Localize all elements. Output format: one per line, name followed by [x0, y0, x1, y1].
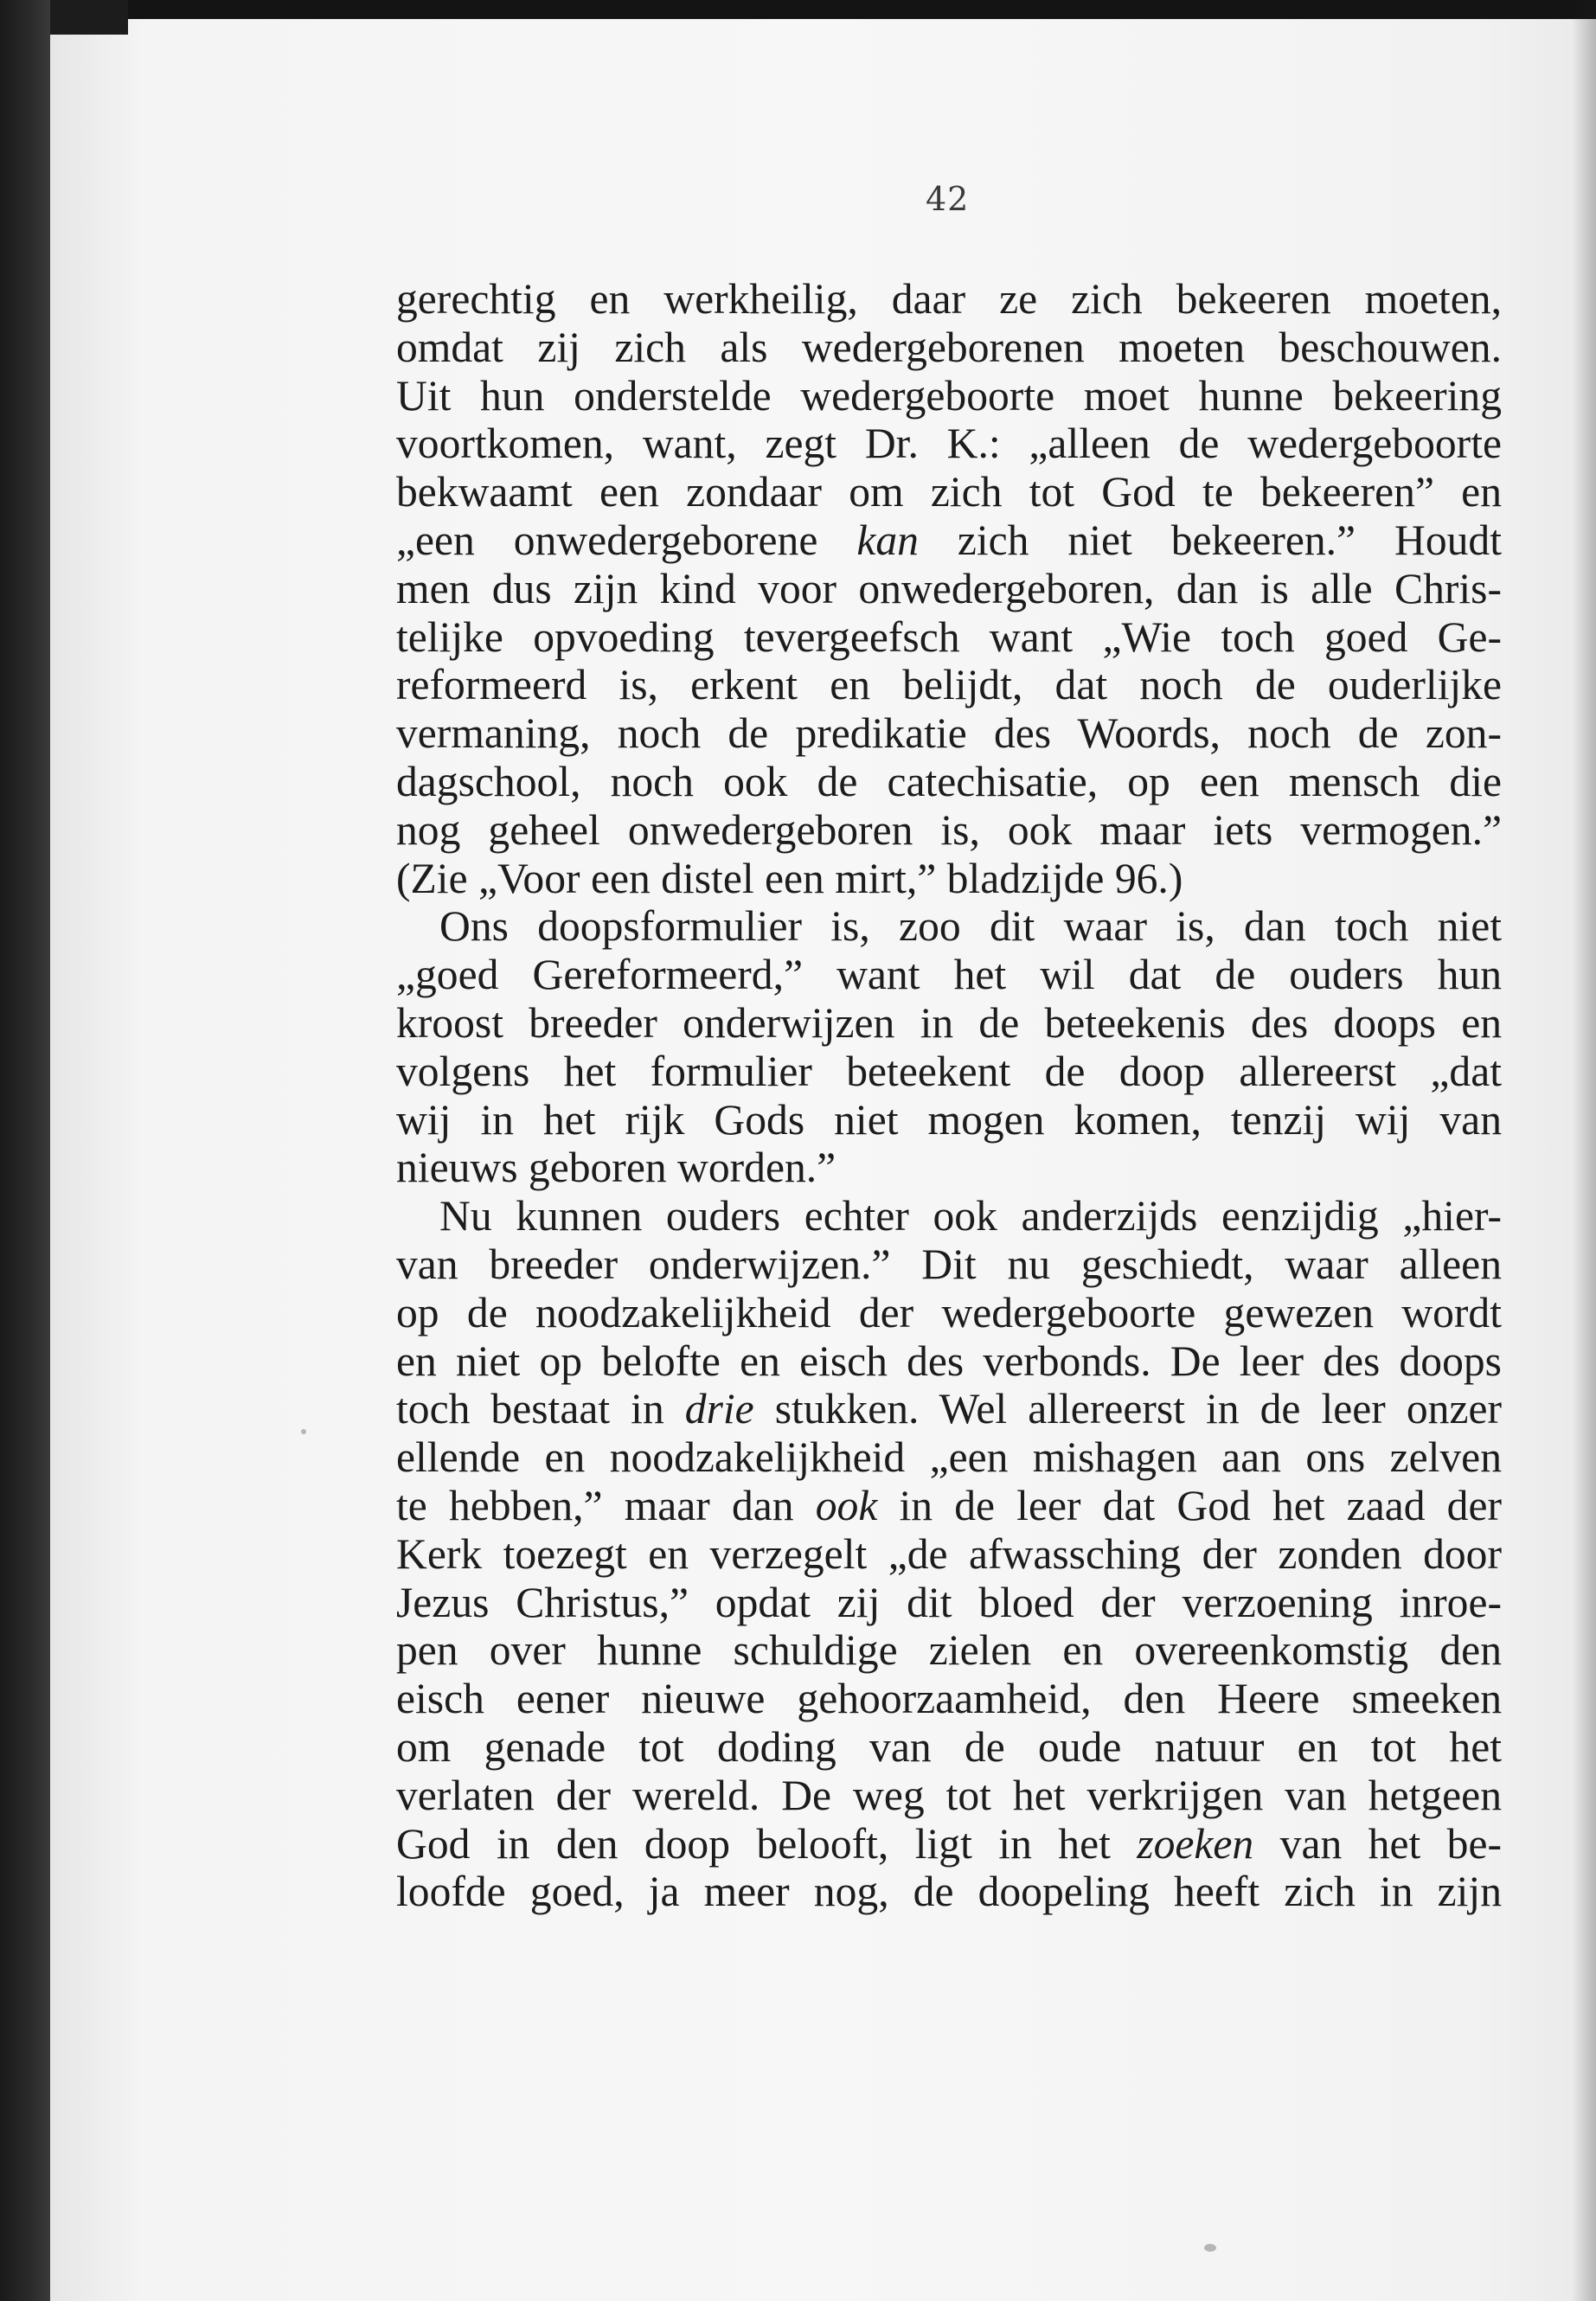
text-line: „goed Gereformeerd,” want het wil dat de ouders hun [396, 951, 1502, 999]
text-line: volgens het formulier beteekent de doop allereerst „dat [396, 1047, 1502, 1095]
text-line: pen over hunne schuldige zielen en overeenkomstig den [396, 1626, 1502, 1675]
text-line: toch bestaat in drie stukken. Wel allereerst in de leer onzer [396, 1385, 1502, 1433]
text-line: telijke opvoeding tevergeefsch want „Wie toch goed Ge- [396, 612, 1502, 661]
body-text [396, 275, 1502, 1916]
text-line: God in den doop belooft, ligt in het zoeken van het be- [396, 1819, 1503, 1868]
text-line: eisch eener nieuwe gehoorzaamheid, den Heere smeeken [396, 1675, 1502, 1723]
text-line: kroost breeder onderwijzen in de beteekenis des doops en [396, 998, 1502, 1047]
text-line: Ons doopsformulier is, zoo dit waar is, dan toch niet [439, 902, 1502, 951]
text-line: reformeerd is, erkent en belijdt, dat noch de ouderlijke [396, 661, 1502, 709]
text-line: Jezus Christus,” opdat zij dit bloed der verzoening inroe- [396, 1578, 1502, 1626]
text-line: en niet op belofte en eisch des verbonds. De leer des doops [396, 1336, 1502, 1385]
scan-top-shadow [50, 0, 128, 35]
paper-speck [1204, 2244, 1216, 2252]
text-line: Nu kunnen ouders echter ook anderzijds eenzijdig „hier- [439, 1192, 1502, 1240]
scan-left-margin [0, 0, 50, 2301]
text-line: vermaning, noch de predikatie des Woords, noch de zon- [396, 709, 1502, 758]
emphasized-word: drie [684, 1385, 754, 1433]
text-line: loofde goed, ja meer nog, de doopeling heeft zich in zijn [396, 1868, 1502, 1916]
text-line: omdat zij zich als wedergeborenen moeten beschouwen. [396, 323, 1502, 371]
text-line: om genade tot doding van de oude natuur en tot het [396, 1722, 1502, 1771]
page-number: 42 [926, 180, 970, 218]
text-line: van breeder onderwijzen.” Dit nu geschiedt, waar alleen [396, 1240, 1502, 1288]
text-line: (Zie „Voor een distel een mirt,” bladzijde 96.) [396, 854, 1183, 902]
scan-right-edge [1572, 0, 1596, 2301]
text-line: te hebben,” maar dan ook in de leer dat God het zaad der [396, 1481, 1502, 1529]
text-line: nieuws geboren worden.” [396, 1144, 836, 1192]
paper-speck [301, 1429, 306, 1434]
text-line: op de noodzakelijkheid der wedergeboorte gewezen wordt [396, 1288, 1502, 1336]
text-line: „een onwedergeborene kan zich niet bekeeren.” Houdt [396, 516, 1502, 564]
text-line: men dus zijn kind voor onwedergeboren, dan is alle Chris- [396, 564, 1502, 612]
text-line: ellende en noodzakelijkheid „een mishagen aan ons zelven [396, 1433, 1502, 1482]
text-line: Uit hun ondersteldе wedergeboorte moet hunne bekeering [396, 371, 1502, 420]
text-line: verlaten der wereld. De weg tot het verkrijgen van hetgeen [396, 1771, 1502, 1819]
text-line: bekwaamt een zondaar om zich tot God te bekeeren” en [396, 468, 1502, 516]
emphasized-word: kan [856, 516, 919, 564]
emphasized-word: ook [815, 1481, 878, 1529]
text-line: gerechtig en werkheilig, daar ze zich bekeeren moeten, [396, 275, 1502, 323]
emphasized-word: zoeken [1137, 1819, 1254, 1868]
text-line: wij in het rijk Gods niet mogen komen, tenzij wij van [396, 1095, 1502, 1144]
text-line: dagschool, noch ook de catechisatie, op een mensch die [396, 757, 1502, 805]
text-line: nog geheel onwedergeboren is, ook maar iets vermogen.” [396, 805, 1502, 854]
text-line: voortkomen, want, zegt Dr. K.: „alleen de wedergeboorte [396, 420, 1502, 468]
text-line: Kerk toezegt en verzegelt „de afwassching der zonden door [396, 1529, 1502, 1578]
